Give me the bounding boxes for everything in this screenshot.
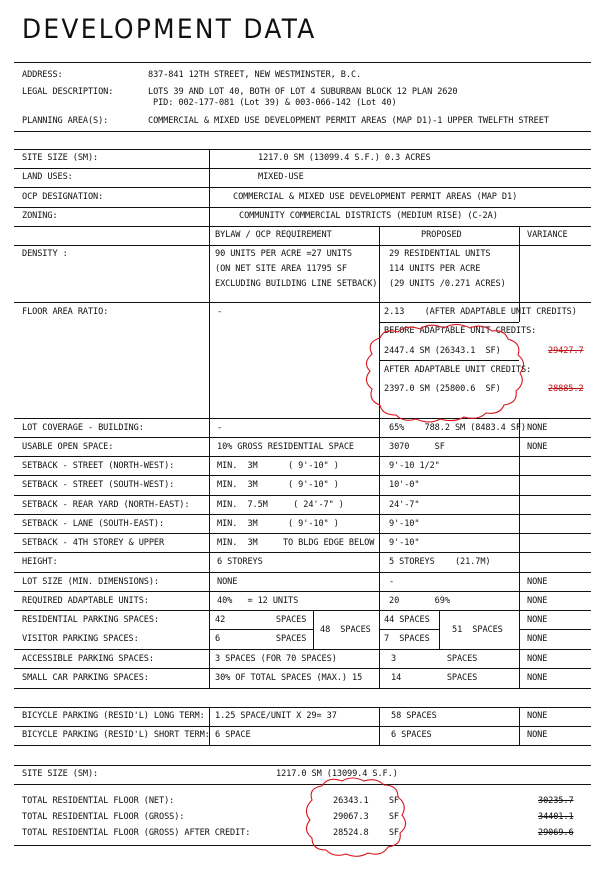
parking-bylaw-total: 48 SPACES xyxy=(320,625,371,635)
far-prop-3-var: 29427.7 xyxy=(548,346,584,356)
density-bylaw-1: 90 UNITS PER ACRE =27 UNITS xyxy=(215,249,352,259)
total-net-label: TOTAL RESIDENTIAL FLOOR (NET): xyxy=(22,796,175,806)
res-parking-bylaw: 42 SPACES xyxy=(215,615,307,625)
vis-parking-var: NONE xyxy=(527,634,548,644)
total-gross-label: TOTAL RESIDENTIAL FLOOR (GROSS): xyxy=(22,812,185,822)
vis-parking-bylaw: 6 SPACES xyxy=(215,634,307,644)
small-parking-prop: 14 SPACES xyxy=(391,673,478,683)
row-variance: NONE xyxy=(527,577,548,587)
row-bylaw: - xyxy=(217,423,223,433)
row-label: SETBACK - 4TH STOREY & UPPER xyxy=(22,538,165,548)
total-credit-label: TOTAL RESIDENTIAL FLOOR (GROSS) AFTER CREDIT: xyxy=(22,828,251,838)
row-proposed: 9'-10" xyxy=(389,519,420,529)
row-proposed: 65% 788.2 SM (8483.4 SF) xyxy=(389,423,526,433)
planning-label: PLANNING AREA(S): xyxy=(22,116,109,126)
planning-value: COMMERCIAL & MIXED USE DEVELOPMENT PERMIT AREAS (MAP D1)-1 UPPER TWELFTH STREET xyxy=(148,116,549,126)
small-parking-label: SMALL CAR PARKING SPACES: xyxy=(22,673,149,683)
row-bylaw: NONE xyxy=(217,577,238,587)
density-bylaw-3: EXCLUDING BUILDING LINE SETBACK) xyxy=(215,279,378,289)
legal-value-1: LOTS 39 AND LOT 40, BOTH OF LOT 4 SUBURBAN BLOCK 12 PLAN 2620 xyxy=(148,87,458,97)
page-title: DEVELOPMENT DATA xyxy=(22,14,317,45)
row-variance: NONE xyxy=(527,423,548,433)
ocp-value: COMMERCIAL & MIXED USE DEVELOPMENT PERMIT AREAS (MAP D1) xyxy=(233,192,518,202)
density-label: DENSITY : xyxy=(22,249,68,259)
row-label: SETBACK - STREET (SOUTH-WEST): xyxy=(22,480,175,490)
row-label: LOT COVERAGE - BUILDING: xyxy=(22,423,144,433)
bike-short-prop: 6 SPACES xyxy=(391,730,432,740)
row-label: HEIGHT: xyxy=(22,557,58,567)
row-bylaw: 40% = 12 UNITS xyxy=(217,596,299,606)
far-prop-3: 2447.4 SM (26343.1 SF) xyxy=(384,346,501,356)
row-proposed: 10'-0" xyxy=(389,480,420,490)
row-label: LOT SIZE (MIN. DIMENSIONS): xyxy=(22,577,159,587)
acc-parking-var: NONE xyxy=(527,654,548,664)
row-variance: NONE xyxy=(527,442,548,452)
row-bylaw: 10% GROSS RESIDENTIAL SPACE xyxy=(217,442,354,452)
bike-short-label: BICYCLE PARKING (RESID'L) SHORT TERM: xyxy=(22,730,210,740)
row-label: SETBACK - REAR YARD (NORTH-EAST): xyxy=(22,500,190,510)
far-bylaw: - xyxy=(217,307,223,317)
totals-site-label: SITE SIZE (SM): xyxy=(22,769,99,779)
row-proposed: 9'-10 1/2" xyxy=(389,461,440,471)
small-parking-bylaw: 30% OF TOTAL SPACES (MAX.) 15 xyxy=(215,673,363,683)
bike-short-var: NONE xyxy=(527,730,548,740)
address-label: ADDRESS: xyxy=(22,70,63,80)
density-prop-3: (29 UNITS /0.271 ACRES) xyxy=(389,279,506,289)
legal-label: LEGAL DESCRIPTION: xyxy=(22,87,114,97)
row-bylaw: 6 STOREYS xyxy=(217,557,263,567)
row-label: SETBACK - STREET (NORTH-WEST): xyxy=(22,461,175,471)
far-prop-2: BEFORE ADAPTABLE UNIT CREDITS: xyxy=(384,326,537,336)
row-bylaw: MIN. 3M TO BLDG EDGE BELOW xyxy=(217,538,375,548)
density-bylaw-2: (ON NET SITE AREA 11795 SF xyxy=(215,264,347,274)
row-proposed: - xyxy=(389,577,395,587)
res-parking-var: NONE xyxy=(527,615,548,625)
row-proposed: 24'-7" xyxy=(389,500,420,510)
far-prop-4: AFTER ADAPTABLE UNIT CREDITS: xyxy=(384,365,532,375)
bike-short-bylaw: 6 SPACE xyxy=(215,730,251,740)
density-prop-1: 29 RESIDENTIAL UNITS xyxy=(389,249,491,259)
far-prop-1: 2.13 (AFTER ADAPTABLE UNIT CREDITS) xyxy=(384,307,577,317)
zoning-label: ZONING: xyxy=(22,211,58,221)
divider xyxy=(14,149,591,150)
row-label: REQUIRED ADAPTABLE UNITS: xyxy=(22,596,149,606)
acc-parking-label: ACCESSIBLE PARKING SPACES: xyxy=(22,654,154,664)
acc-parking-prop: 3 SPACES xyxy=(391,654,478,664)
row-bylaw: MIN. 3M ( 9'-10" ) xyxy=(217,519,339,529)
total-gross-old: 34401.1 xyxy=(538,812,574,822)
bike-long-var: NONE xyxy=(527,711,548,721)
land-uses-label: LAND USES: xyxy=(22,172,73,182)
row-label: USABLE OPEN SPACE: xyxy=(22,442,114,452)
col-header-proposed: PROPOSED xyxy=(421,230,462,240)
row-label: SETBACK - LANE (SOUTH-EAST): xyxy=(22,519,165,529)
row-proposed: 20 69% xyxy=(389,596,450,606)
density-prop-2: 114 UNITS PER ACRE xyxy=(389,264,481,274)
address-value: 837-841 12TH STREET, NEW WESTMINSTER, B.C. xyxy=(148,70,362,80)
row-proposed: 3070 SF xyxy=(389,442,445,452)
row-proposed: 5 STOREYS (21.7M) xyxy=(389,557,491,567)
divider xyxy=(14,131,591,132)
bike-long-prop: 58 SPACES xyxy=(391,711,437,721)
row-variance: NONE xyxy=(527,596,548,606)
col-header-variance: VARIANCE xyxy=(527,230,568,240)
parking-prop-total: 51 SPACES xyxy=(452,625,503,635)
totals-site-value: 1217.0 SM (13099.4 S.F.) xyxy=(276,769,398,779)
far-prop-5: 2397.0 SM (25800.6 SF) xyxy=(384,384,501,394)
row-bylaw: MIN. 7.5M ( 24'-7" ) xyxy=(217,500,344,510)
vis-parking-label: VISITOR PARKING SPACES: xyxy=(22,634,139,644)
legal-value-2: PID: 002-177-081 (Lot 39) & 003-066-142 (Lot 40) xyxy=(153,98,397,108)
land-uses-value: MIXED-USE xyxy=(258,172,304,182)
ocp-label: OCP DESIGNATION: xyxy=(22,192,104,202)
row-bylaw: MIN. 3M ( 9'-10" ) xyxy=(217,461,339,471)
small-parking-var: NONE xyxy=(527,673,548,683)
vis-parking-prop: 7 SPACES xyxy=(384,634,430,644)
res-parking-label: RESIDENTIAL PARKING SPACES: xyxy=(22,615,159,625)
col-header-bylaw: BYLAW / OCP REQUIREMENT xyxy=(215,230,332,240)
site-size-label: SITE SIZE (SM): xyxy=(22,153,99,163)
far-label: FLOOR AREA RATIO: xyxy=(22,307,109,317)
acc-parking-bylaw: 3 SPACES (FOR 70 SPACES) xyxy=(215,654,337,664)
res-parking-prop: 44 SPACES xyxy=(384,615,430,625)
divider xyxy=(14,62,591,63)
site-size-value: 1217.0 SM (13099.4 S.F.) 0.3 ACRES xyxy=(258,153,431,163)
total-net-old: 30235.7 xyxy=(538,796,574,806)
row-proposed: 9'-10" xyxy=(389,538,420,548)
bike-long-bylaw: 1.25 SPACE/UNIT X 29= 37 xyxy=(215,711,337,721)
zoning-value: COMMUNITY COMMERCIAL DISTRICTS (MEDIUM RISE) (C-2A) xyxy=(239,211,498,221)
total-credit-value: 28524.8 SF xyxy=(333,828,399,838)
row-bylaw: MIN. 3M ( 9'-10" ) xyxy=(217,480,339,490)
far-prop-5-var: 28885.2 xyxy=(548,384,584,394)
total-net-value: 26343.1 SF xyxy=(333,796,399,806)
total-credit-old: 29069.6 xyxy=(538,828,574,838)
total-gross-value: 29067.3 SF xyxy=(333,812,399,822)
bike-long-label: BICYCLE PARKING (RESID'L) LONG TERM: xyxy=(22,711,205,721)
